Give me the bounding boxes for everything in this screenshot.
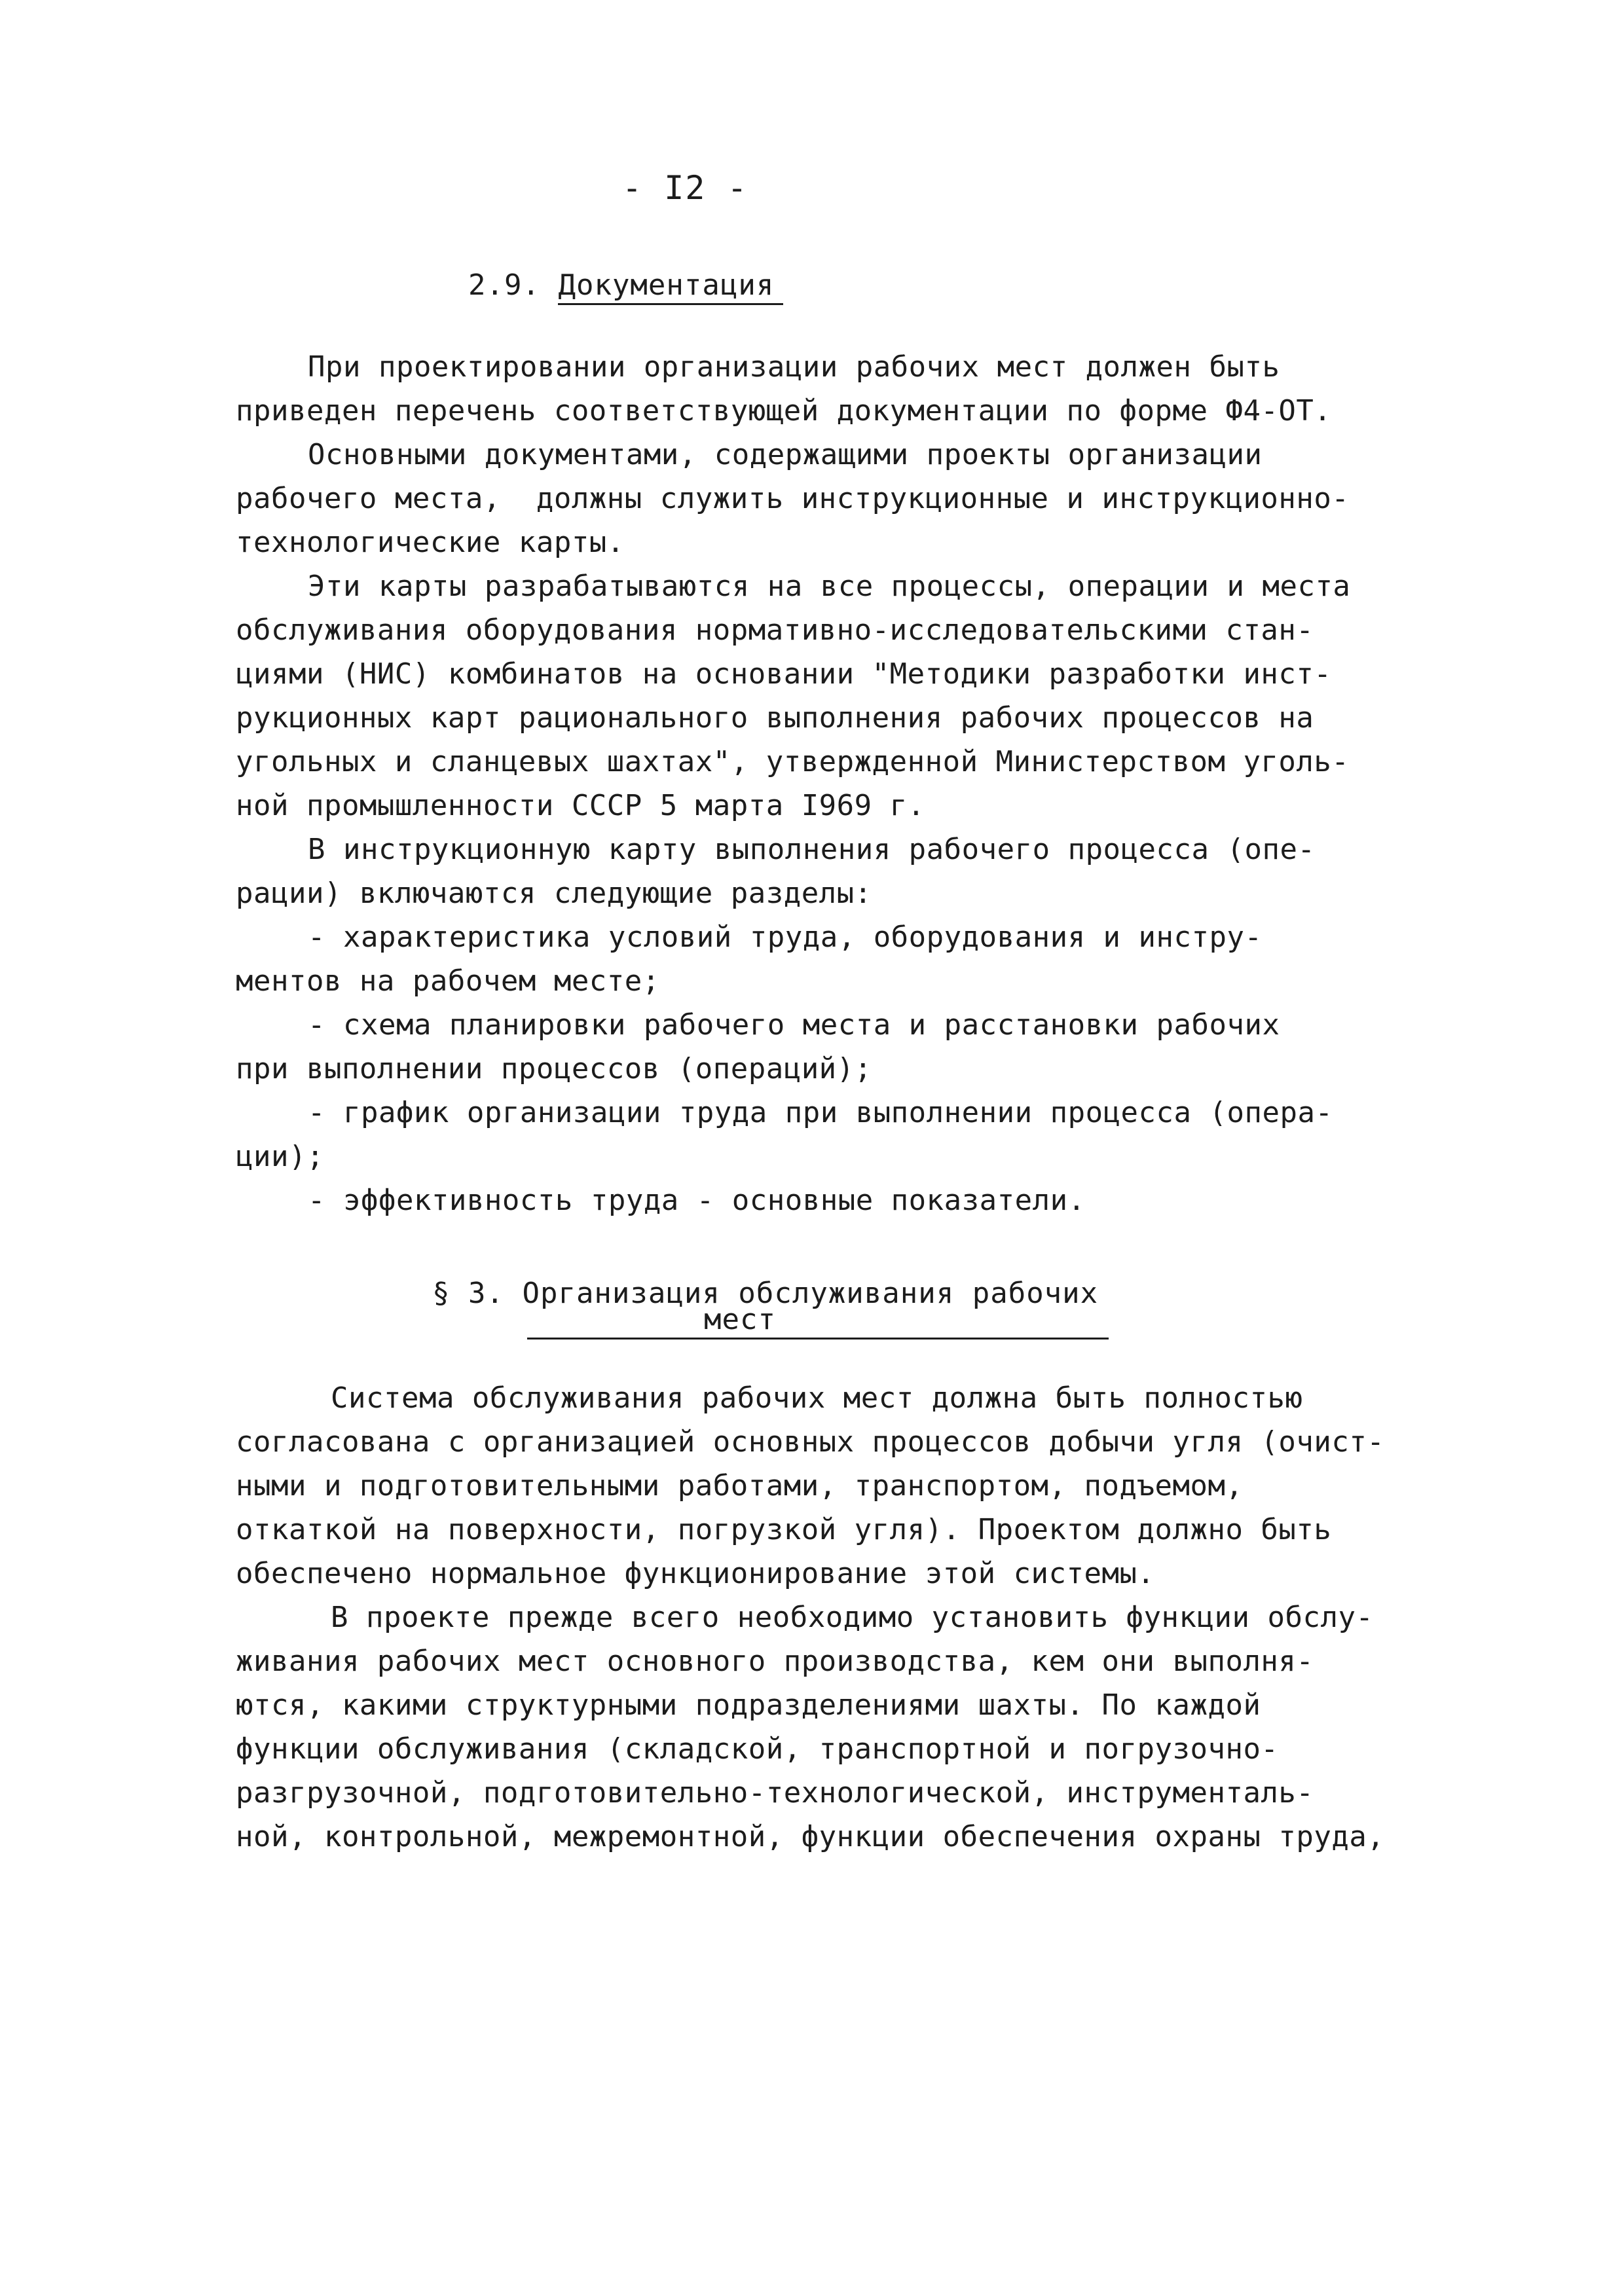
text-line: рации) включаются следующие разделы: [236, 877, 872, 910]
section-heading-2-9 [468, 268, 783, 302]
text-line: угольных и сланцевых шахтах", утвержденной Министерством уголь- [236, 745, 1350, 778]
text-line: ной, контрольной, межремонтной, функции обеспечения охраны труда, [236, 1820, 1385, 1853]
page-number: - I2 - [622, 169, 748, 207]
text-line: при выполнении процессов (операций); [236, 1052, 872, 1085]
text-line: - характеристика условий труда, оборудования и инстру- [308, 920, 1263, 954]
text-line: технологические карты. [236, 526, 625, 559]
text-line: - схема планировки рабочего места и расстановки рабочих [308, 1008, 1280, 1042]
text-line: ными и подготовительными работами, транспортом, подъемом, [236, 1469, 1244, 1503]
section-title-continuation: мест [704, 1303, 776, 1336]
text-line: При проектировании организации рабочих мест должен быть [308, 350, 1280, 384]
text-line: приведен перечень соответствующей документации по форме Ф4-ОТ. [236, 394, 1332, 428]
text-line: В инструкционную карту выполнения рабочего процесса (опе- [308, 833, 1316, 866]
text-line: В проекте прежде всего необходимо установить функции обслу- [331, 1601, 1374, 1634]
text-line: - график организации труда при выполнении процесса (опера- [308, 1096, 1333, 1129]
text-line: ментов на рабочем месте; [236, 964, 660, 998]
text-line: разгрузочной, подготовительно-технологической, инструменталь- [236, 1776, 1314, 1810]
text-line: циями (НИС) комбинатов на основании "Методики разработки инст- [236, 657, 1332, 691]
heading-underline [527, 1338, 1109, 1339]
text-line: ются, какими структурными подразделениями шахты. По каждой [236, 1688, 1261, 1722]
text-line: откаткой на поверхности, погрузкой угля). Проектом должно быть [236, 1513, 1332, 1546]
text-line: Основными документами, содержащими проекты организации [308, 438, 1263, 471]
text-line: согласована с организацией основных процессов добычи угля (очист- [236, 1425, 1385, 1459]
text-line: рукционных карт рационального выполнения рабочих процессов на [236, 701, 1314, 735]
section-number: § 3. [432, 1277, 504, 1310]
text-line: функции обслуживания (складской, транспортной и погрузочно- [236, 1732, 1279, 1766]
text-line: ции); [236, 1140, 324, 1173]
text-line: ной промышленности СССР 5 марта I969 г. [236, 789, 925, 822]
text-line: рабочего места, должны служить инструкционные и инструкционно- [236, 482, 1350, 515]
text-line: обслуживания оборудования нормативно-исследовательскими стан- [236, 613, 1314, 647]
text-line: Эти карты разрабатываются на все процессы, операции и места [308, 570, 1351, 603]
text-line: - эффективность труда - основные показатели. [308, 1184, 1086, 1217]
text-line: Система обслуживания рабочих мест должна быть полностью [331, 1381, 1303, 1415]
section-title: Организация обслуживания рабочих [522, 1277, 1099, 1310]
text-line: живания рабочих мест основного производства, кем они выполня- [236, 1645, 1314, 1678]
section-number: 2.9. [468, 268, 540, 302]
section-title: Документация [558, 268, 783, 305]
text-line: обеспечено нормальное функционирование этой системы. [236, 1557, 1155, 1590]
